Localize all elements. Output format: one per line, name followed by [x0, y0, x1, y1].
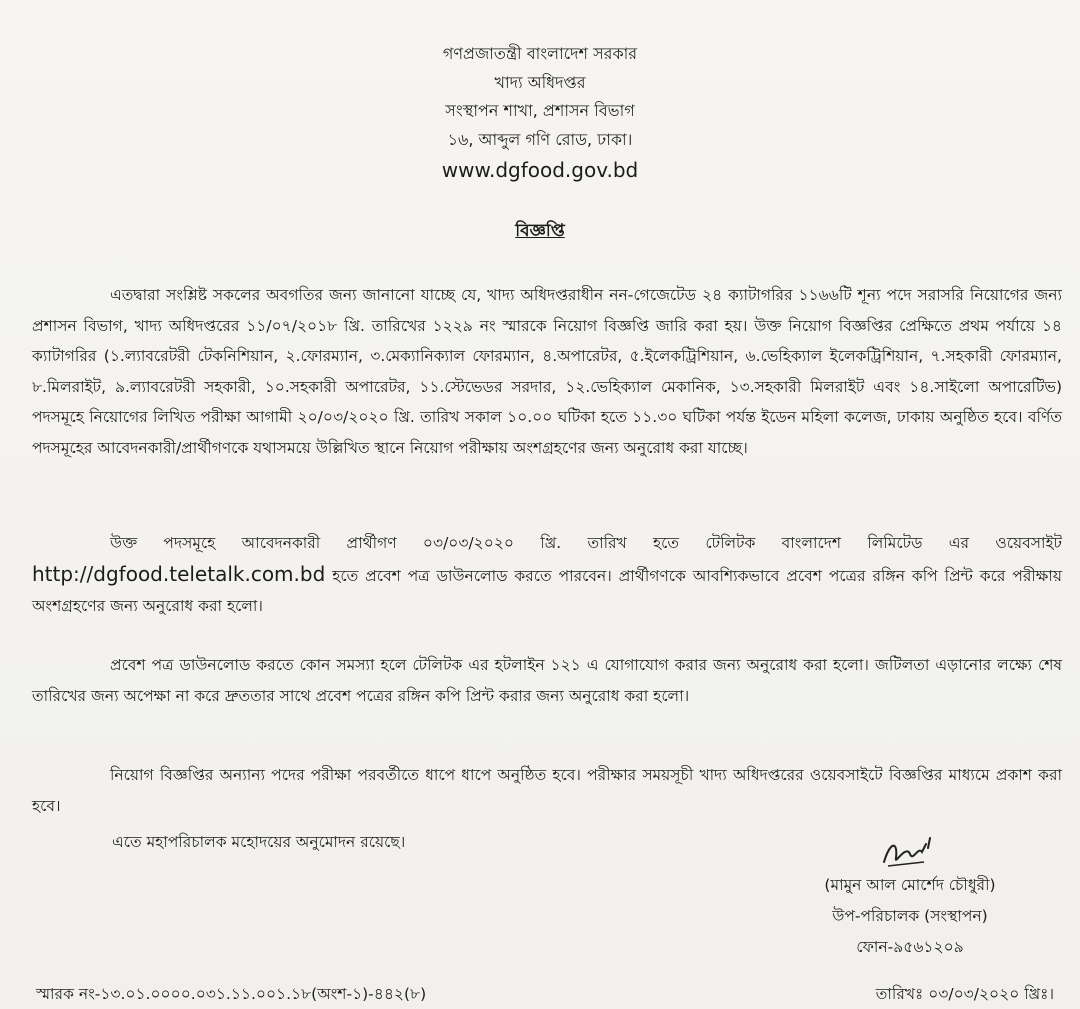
approval-note: এতে মহাপরিচালক মহোদয়ের অনুমোদন রয়েছে।: [112, 833, 406, 851]
memo-number: স্মারক নং-১৩.০১.০০০০.০৩১.১১.০০১.১৮(অংশ-১)-৪৪২(৮): [36, 985, 427, 1003]
paragraph-2-rest: হতে প্রবেশ পত্র ডাউনলোড করতে পারবেন। প্রার্থীগণকে আবশ্যিকভাবে প্রবেশ পত্রের রঙ্গিন কপি প্রিন্ট করে পরীক্ষায় অংশগ্রহণের জন্য অনুরোধ করা হলো।: [32, 566, 1062, 615]
signatory-designation: উপ-পরিচালক (সংস্থাপন): [832, 907, 988, 925]
paragraph-2: [32, 528, 1062, 622]
teletalk-url: http://dgfood.teletalk.com.bd: [32, 561, 326, 586]
office-address: ১৬, আব্দুল গণি রোড, ঢাকা।: [447, 129, 633, 149]
signature-image: [880, 832, 940, 872]
paragraph-1: এতদ্বারা সংশ্লিষ্ট সকলের অবগতির জন্য জানানো যাচ্ছে যে, খাদ্য অধিদপ্তরাধীন নন-গেজেটেড ২৪ ক্যাটাগরির ১১৬৬টি শূন্য পদে সরাসরি নিয়োগের জন্য প্রশাসন বিভাগ, খাদ্য অধিদপ্তরের ১১/০৭/২০১৮ খ্রি. তারিখের ১২২৯ নং স্মারকে নিয়োগ বিজ্ঞপ্তি জারি করা হয়। উক্ত নিয়োগ বিজ্ঞপ্তির প্রেক্ষিতে প্রথম পর্যায়ে ১৪ ক্যাটাগরির (১.ল্যাবরেটরী টেকনিশিয়ান, ২.ফোরম্যান, ৩.মেক্যানিক্যাল ফোরম্যান, ৪.অপারেটর, ৫.ইলেকট্রিশিয়ান, ৬.ভেহিক্যাল ইলেকট্রিশিয়ান, ৭.সহকারী ফোরম্যান, ৮.মিলরাইট, ৯.ল্যাবরেটরী সহকারী, ১০.সহকারী অপারেটর, ১১.স্টেভেডর সরদার, ১২.ভেহিক্যাল মেকানিক, ১৩.সহকারী মিলরাইট এবং ১৪.সাইলো অপারেটিভ) পদসমূহে নিয়োগের লিখিত পরীক্ষা আগামী ২০/০৩/২০২০ খ্রি. তারিখ সকাল ১০.০০ ঘটিকা হতে ১১.৩০ ঘটিকা পর্যন্ত ইডেন মহিলা কলেজ, ঢাকায় অনুষ্ঠিত হবে। বর্ণিত পদসমূহের আবেদনকারী/প্রার্থীগণকে যথাসময়ে উল্লিখিত স্থানে নিয়োগ পরীক্ষায় অংশগ্রহণের জন্য অনুরোধ করা যাচ্ছে।: [32, 286, 1062, 457]
paragraph-4: নিয়োগ বিজ্ঞপ্তির অন্যান্য পদের পরীক্ষা পরবর্তীতে ধাপে ধাপে অনুষ্ঠিত হবে। পরীক্ষার সময়সূচী খাদ্য অধিদপ্তরের ওয়েবসাইটে বিজ্ঞপ্তির মাধ্যমে প্রকাশ করা হবে।: [32, 766, 1062, 815]
signatory-name: (মামুন আল মোর্শেদ চৌধুরী): [824, 876, 996, 894]
paragraph-2-intro: উক্ত পদসমূহে আবেদনকারী প্রার্থীগণ ০৩/০৩/২০২০ খ্রি. তারিখ হতে টেলিটক বাংলাদেশ লিমিটেড এর ওয়েবসাইট: [110, 534, 1062, 552]
letterhead: [330, 40, 750, 186]
notice-date: তারিখঃ ০৩/০৩/২০২০ খ্রিঃ।: [875, 985, 1054, 1003]
section-name: সংস্থাপন শাখা, প্রশাসন বিভাগ: [445, 101, 635, 120]
signatory-block: [770, 870, 1050, 963]
website-text: www.dgfood.gov.bd: [441, 158, 639, 182]
signatory-phone: ফোন-৯৫৬১২০৯: [856, 938, 964, 956]
notice-title-text: বিজ্ঞপ্তি: [515, 221, 565, 241]
directorate-name: খাদ্য অধিদপ্তর: [494, 72, 586, 92]
notice-title: [440, 218, 640, 246]
paragraph-3: প্রবেশ পত্র ডাউনলোড করতে কোন সমস্যা হলে টেলিটক এর হটলাইন ১২১ এ যোগাযোগ করার জন্য অনুরোধ করা হলো। জটিলতা এড়ানোর লক্ষ্যে শেষ তারিখের জন্য অপেক্ষা না করে দ্রুততার সাথে প্রবেশ পত্রের রঙ্গিন কপি প্রিন্ট করার জন্য অনুরোধ করা হলো।: [32, 656, 1062, 705]
government-name: গণপ্রজাতন্ত্রী বাংলাদেশ সরকার: [442, 44, 638, 63]
